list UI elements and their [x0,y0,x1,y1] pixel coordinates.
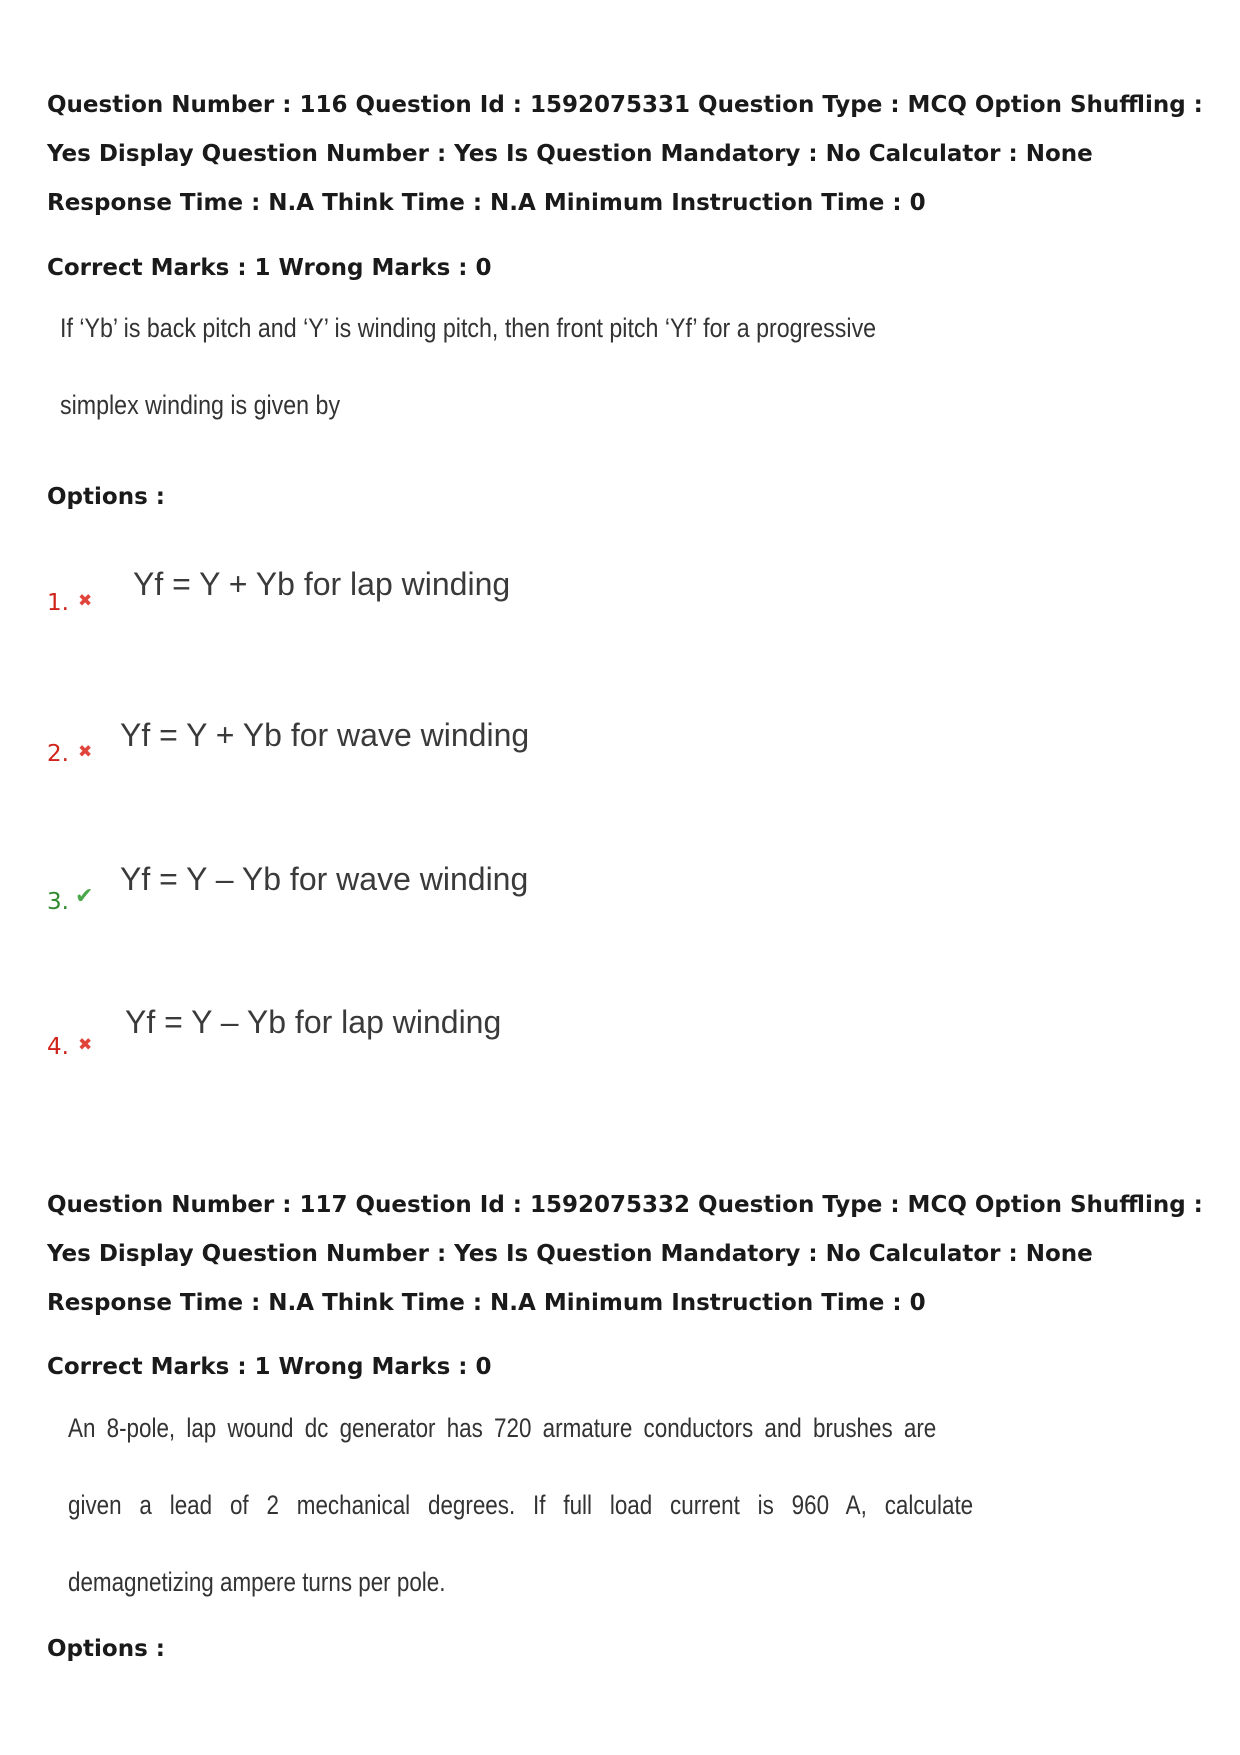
question-117-meta: Question Number : 117 Question Id : 1592075332 Question Type : MCQ Option Shuffling : Yes Display Question Number : Yes Is Question Mandatory : No Calculator : None Response Time : N.A Think Time : N.A Minimum Instruction Time : 0 [47,1192,1203,1316]
option-text: Yf = Y – Yb for lap winding [125,1004,502,1040]
check-icon: ✔ [75,884,94,909]
question-116-meta: Question Number : 116 Question Id : 1592075331 Question Type : MCQ Option Shuffling : Yes Display Question Number : Yes Is Question Mandatory : No Calculator : None Response Time : N.A Think Time : N.A Minimum Instruction Time : 0 [47,92,1203,216]
option-number: 4. [47,1034,69,1060]
question-116-marks: Correct Marks : 1 Wrong Marks : 0 [47,255,492,281]
question-117-options-label: Options : [47,1636,165,1662]
question-117-marks: Correct Marks : 1 Wrong Marks : 0 [47,1354,492,1380]
cross-icon: ✖ [78,1035,93,1055]
option-text: Yf = Y – Yb for wave winding [120,861,529,897]
option-text: Yf = Y + Yb for wave winding [120,717,530,753]
option-number: 1. [47,590,69,616]
question-117-text-line-2: given a lead of 2 mechanical degrees. If full load current is 960 A, calculate [68,1490,974,1520]
question-117-text-line-3: demagnetizing ampere turns per pole. [68,1567,446,1597]
question-116-text-line-2: simplex winding is given by [60,390,341,420]
cross-icon: ✖ [78,742,93,762]
question-117-text-line-1: An 8-pole, lap wound dc generator has 720 armature conductors and brushes are [68,1413,937,1443]
option-number: 3. [47,889,69,915]
option-number: 2. [47,741,69,767]
question-116-text-line-1: If ‘Yb’ is back pitch and ‘Y’ is winding pitch, then front pitch ‘Yf’ for a progressive [60,313,877,343]
question-116-options-label: Options : [47,484,165,510]
option-text: Yf = Y + Yb for lap winding [133,566,511,602]
cross-icon: ✖ [78,591,93,611]
